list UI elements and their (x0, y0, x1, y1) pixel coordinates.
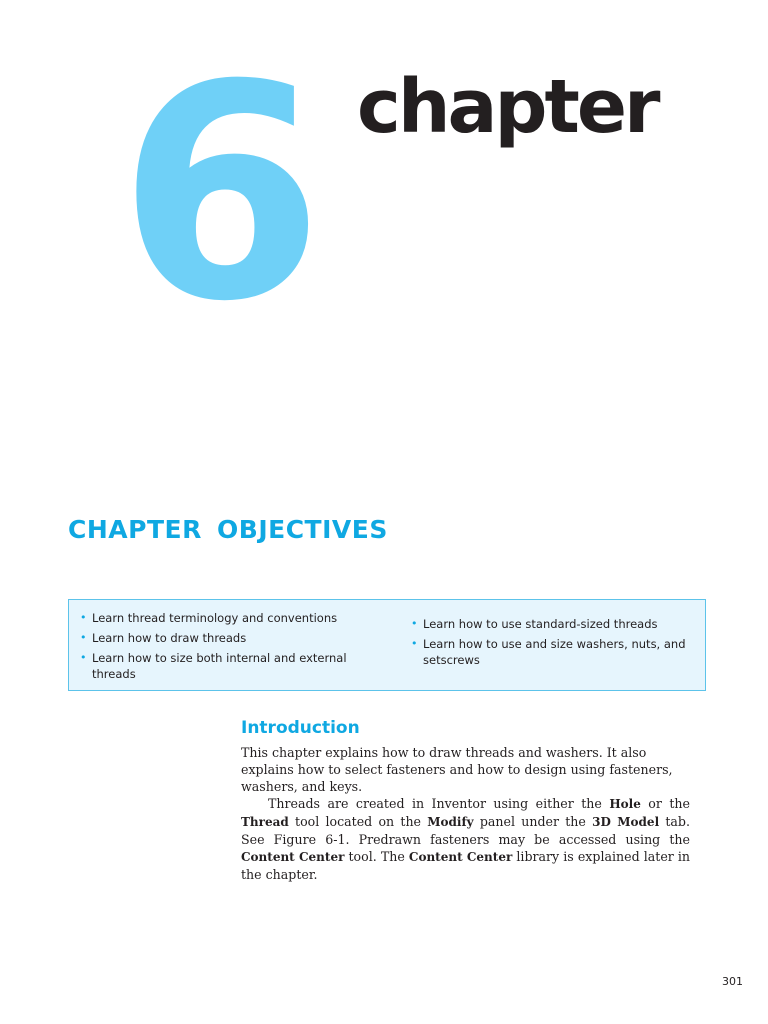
objectives-list-right (410, 616, 695, 672)
objectives-list-left (79, 610, 379, 686)
3d-model-tab-name: 3D Model (592, 815, 660, 829)
objective-item (410, 616, 695, 632)
objective-text: Learn how to use and size washers, nuts, and setscrews (423, 637, 686, 667)
body-text: tool. The (344, 849, 409, 864)
introduction-paragraph-2 (241, 795, 690, 883)
introduction-paragraph-1: This chapter explains how to draw threads and washers. It also explains how to select fasteners and how to design using fasteners, washers, and keys. (241, 745, 673, 794)
objective-text: Learn how to draw threads (92, 631, 247, 645)
objective-text: Learn thread terminology and conventions (92, 611, 338, 625)
bullet-icon: • (80, 631, 87, 644)
objective-item (410, 636, 695, 668)
bullet-icon: • (80, 611, 87, 624)
content-center-library-name: Content Center (408, 850, 513, 864)
body-text: tool located on the (288, 814, 428, 829)
content-center-tool-name: Content Center (241, 850, 345, 864)
objectives-box (68, 599, 706, 691)
body-text: Threads are created in Inventor using either the (268, 796, 610, 811)
bullet-icon: • (411, 617, 418, 630)
thread-tool-name: Thread (241, 815, 289, 829)
page-number: 301 (722, 975, 743, 988)
introduction-body (241, 744, 690, 883)
hole-tool-name: Hole (609, 797, 641, 811)
objective-item (79, 630, 379, 646)
body-text: library is explained later in the chapter. (241, 849, 691, 882)
body-text: tab. See Figure 6-1. Predrawn fasteners may be accessed using the (241, 814, 690, 847)
chapter-title: chapter (357, 64, 658, 150)
bullet-icon: • (411, 637, 418, 650)
objectives-heading: CHAPTER OBJECTIVES (68, 515, 388, 544)
modify-panel-name: Modify (427, 815, 474, 829)
objective-text: Learn how to size both internal and external threads (92, 651, 347, 681)
objective-item (79, 650, 379, 682)
body-text: panel under the (473, 814, 593, 829)
objective-item (79, 610, 379, 626)
chapter-number: 6 (118, 21, 318, 366)
introduction-heading: Introduction (241, 718, 360, 738)
objective-text: Learn how to use standard-sized threads (423, 617, 658, 631)
bullet-icon: • (80, 651, 87, 664)
body-text: or the (640, 796, 690, 811)
